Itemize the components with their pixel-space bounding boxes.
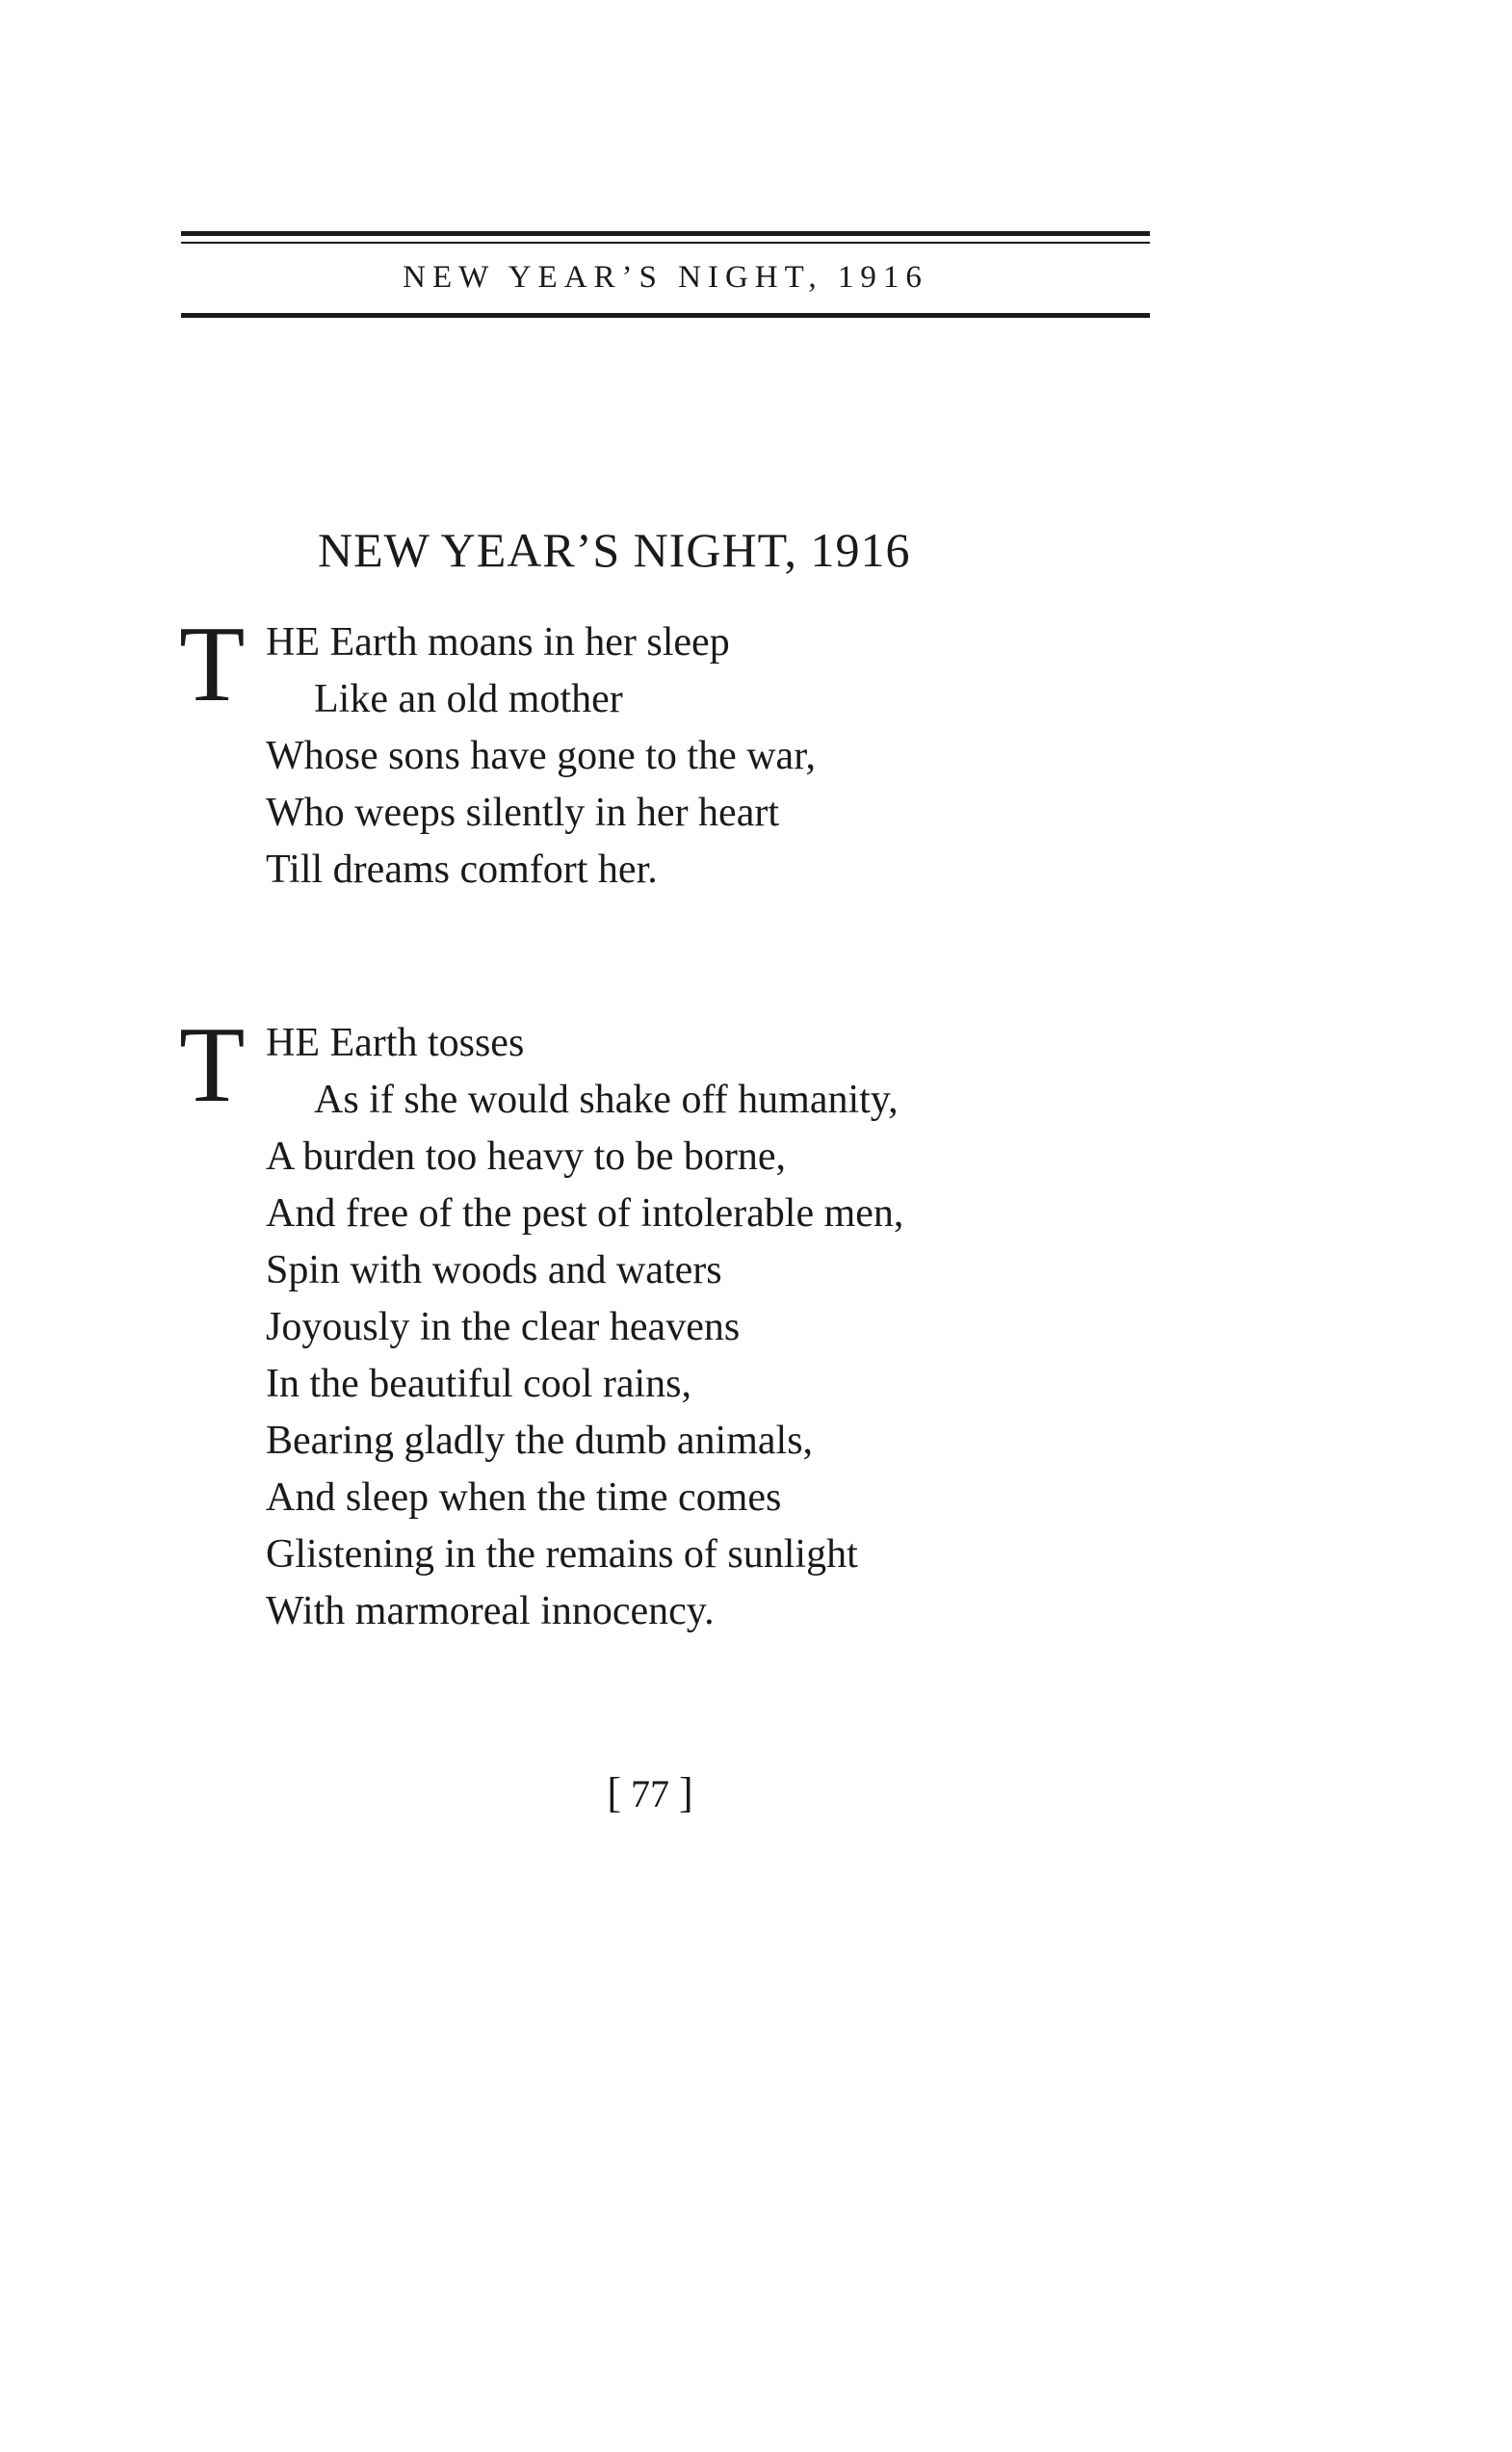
line-text: HE Earth tosses [266, 1021, 525, 1065]
stanza-1-line-2: Like an old mother [314, 677, 623, 721]
stanza-2-line-8: Bearing gladly the dumb animals, [266, 1419, 814, 1463]
stanza-1-line-3: Whose sons have gone to the war, [266, 734, 816, 778]
stanza-2-line-3: A burden too heavy to be borne, [266, 1135, 787, 1179]
stanza-2-line-5: Spin with woods and waters [266, 1248, 722, 1292]
page-number [0, 1768, 1300, 1819]
folio-number: 77 [631, 1772, 669, 1815]
folio-open-bracket: [ [607, 1769, 621, 1816]
header-rule-thin [181, 242, 1150, 244]
stanza-1 [179, 605, 1142, 899]
stanza-1-line-4: Who weeps silently in her heart [266, 791, 779, 835]
drop-cap: T [179, 1005, 246, 1125]
poem-title: NEW YEAR’S NIGHT, 1916 [318, 523, 911, 577]
header-rule-thick [181, 231, 1150, 236]
folio-close-bracket: ] [679, 1769, 693, 1816]
line-text: HE Earth moans in her sleep [266, 620, 730, 665]
stanza-2-line-4: And free of the pest of intolerable men, [266, 1191, 904, 1236]
stanza-2-line-6: Joyously in the clear heavens [266, 1305, 741, 1349]
stanza-2-line-11: With marmoreal innocency. [266, 1589, 715, 1633]
stanza-2-line-10: Glistening in the remains of sunlight [266, 1532, 858, 1577]
running-head: NEW YEAR’S NIGHT, 1916 [403, 260, 928, 295]
stanza-2-line-9: And sleep when the time comes [266, 1475, 782, 1520]
header-rule-bottom [181, 313, 1150, 318]
drop-cap: T [179, 605, 246, 724]
stanza-2-line-2: As if she would shake off humanity, [314, 1078, 899, 1122]
stanza-2-line-7: In the beautiful cool rains, [266, 1362, 692, 1406]
stanza-2 [179, 1005, 1142, 1640]
stanza-1-line-5: Till dreams comfort her. [266, 848, 658, 892]
